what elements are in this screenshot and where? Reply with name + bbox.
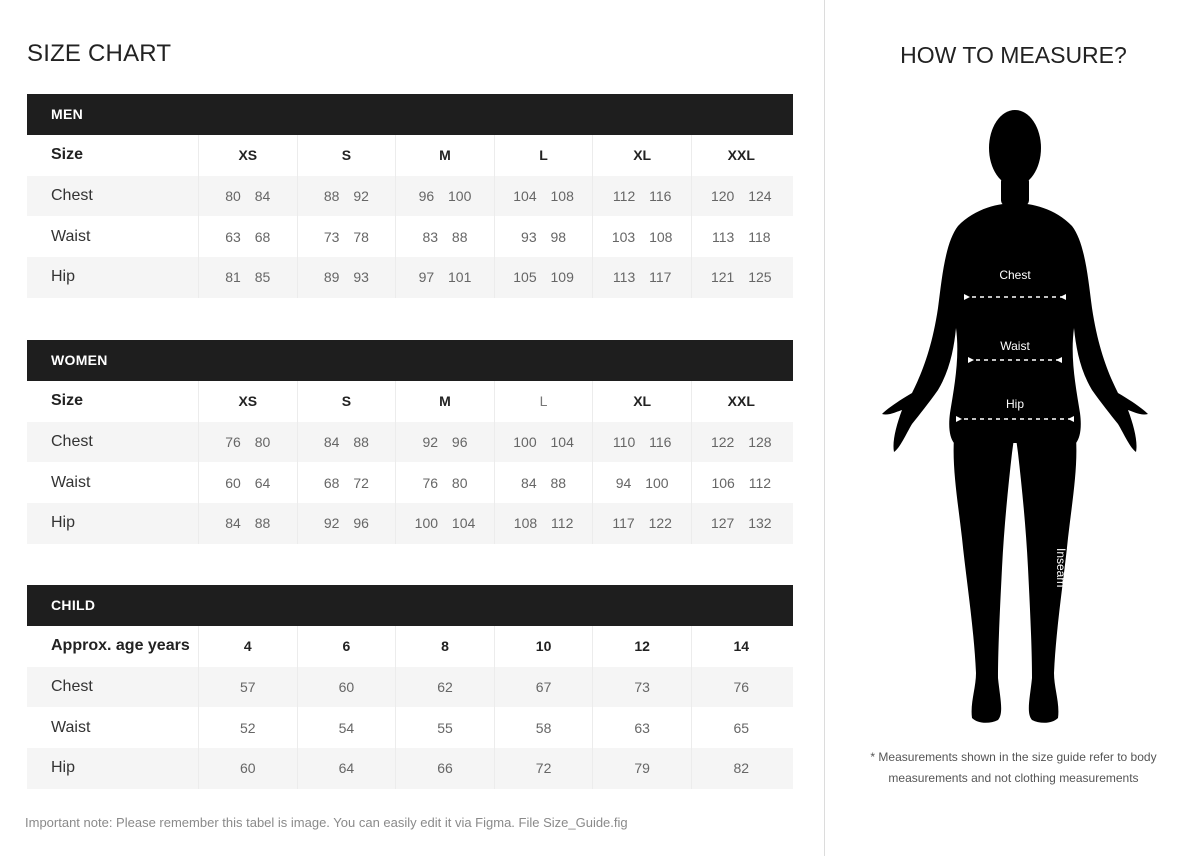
table-row: [27, 748, 793, 789]
inseam-label: Inseam: [1054, 548, 1068, 588]
table-cell: 103 108: [593, 216, 692, 257]
table-cell: 110 116: [593, 422, 692, 463]
women-table-header: WOMEN: [27, 340, 793, 381]
body-silhouette-icon: [880, 108, 1150, 728]
table-cell: 76 80: [199, 422, 298, 463]
table-header-row: [27, 626, 793, 667]
size-column-header: L: [495, 135, 594, 176]
page-title: SIZE CHART: [27, 40, 172, 67]
size-column-header: XS: [199, 381, 298, 422]
row-label: Hip: [27, 748, 199, 789]
waist-label: Waist: [1000, 339, 1030, 353]
measurement-footnote: [825, 747, 1202, 789]
how-to-measure-panel: [825, 0, 1202, 856]
size-column-header: XL: [593, 381, 692, 422]
age-column-header: 12: [593, 626, 692, 667]
table-cell: 100 104: [495, 422, 594, 463]
age-column-header: 10: [495, 626, 594, 667]
row-label: Chest: [27, 176, 199, 217]
table-cell: 52: [199, 707, 298, 748]
table-row: [27, 462, 793, 503]
table-cell: 96 100: [396, 176, 495, 217]
table-cell: 121 125: [710, 269, 772, 286]
table-cell: 105 109: [495, 257, 594, 298]
footnote-line: * Measurements shown in the size guide refer to body: [870, 750, 1157, 764]
table-cell: 76 80: [396, 462, 495, 503]
table-cell: 73: [593, 667, 692, 708]
table-cell: 73 78: [298, 216, 397, 257]
table-cell: 76: [733, 679, 750, 696]
men-table-header: MEN: [27, 94, 793, 135]
table-cell: 106 112: [711, 474, 772, 491]
body-silhouette: [880, 108, 1150, 728]
table-cell: 67: [495, 667, 594, 708]
row-label: Chest: [27, 667, 199, 708]
table-cell: 93 98: [495, 216, 594, 257]
table-cell: 84 88: [495, 462, 594, 503]
table-cell: 92 96: [396, 422, 495, 463]
table-cell: 117 122: [593, 503, 692, 544]
table-header-row: [27, 381, 793, 422]
table-row: [27, 503, 793, 544]
table-cell: 112 116: [593, 176, 692, 217]
age-column-header: 14: [733, 638, 750, 655]
table-cell: 65: [733, 719, 750, 736]
how-to-measure-title: HOW TO MEASURE?: [900, 42, 1127, 68]
table-cell: 82: [733, 760, 750, 777]
table-cell: 60 64: [199, 462, 298, 503]
row-label: Waist: [27, 707, 199, 748]
table-cell: 60: [298, 667, 397, 708]
row-label: Waist: [27, 462, 199, 503]
footnote-line: measurements and not clothing measurements: [888, 771, 1139, 785]
size-column-header: XL: [593, 135, 692, 176]
row-label: Hip: [27, 257, 199, 298]
row-label: Chest: [27, 422, 199, 463]
table-cell: 66: [396, 748, 495, 789]
table-cell: 80 84: [199, 176, 298, 217]
child-table: [27, 585, 793, 789]
size-column-header: S: [298, 135, 397, 176]
table-row: [27, 257, 793, 298]
table-row: [27, 667, 793, 708]
header-label: Size: [27, 135, 199, 176]
table-cell: 104 108: [495, 176, 594, 217]
table-cell: 120 124: [710, 188, 772, 205]
size-column-header: XS: [199, 135, 298, 176]
header-label: Size: [27, 381, 199, 422]
men-table: [27, 94, 793, 298]
table-cell: 60: [199, 748, 298, 789]
table-row: [27, 707, 793, 748]
header-label: Approx. age years: [27, 626, 199, 667]
size-column-header: XXL: [727, 147, 755, 164]
row-label: Hip: [27, 503, 199, 544]
table-row: [27, 176, 793, 217]
table-cell: 64: [298, 748, 397, 789]
age-column-header: 6: [298, 626, 397, 667]
table-cell: 88 92: [298, 176, 397, 217]
table-cell: 55: [396, 707, 495, 748]
table-header-row: [27, 135, 793, 176]
table-cell: 127 132: [710, 515, 772, 532]
table-cell: 63 68: [199, 216, 298, 257]
age-column-header: 8: [396, 626, 495, 667]
table-row: [27, 216, 793, 257]
table-cell: 84 88: [199, 503, 298, 544]
size-column-header: XXL: [727, 393, 755, 410]
size-column-header: M: [396, 381, 495, 422]
table-cell: 122 128: [710, 434, 772, 451]
table-row: [27, 422, 793, 463]
chest-label: Chest: [999, 268, 1031, 282]
table-cell: 113 117: [593, 257, 692, 298]
table-cell: 84 88: [298, 422, 397, 463]
table-cell: 108 112: [495, 503, 594, 544]
table-cell: 97 101: [396, 257, 495, 298]
table-cell: 72: [495, 748, 594, 789]
table-cell: 68 72: [298, 462, 397, 503]
table-cell: 89 93: [298, 257, 397, 298]
women-table: [27, 340, 793, 544]
table-cell: 81 85: [199, 257, 298, 298]
child-table-header: CHILD: [27, 585, 793, 626]
hip-label: Hip: [1005, 397, 1024, 411]
table-cell: 58: [495, 707, 594, 748]
table-cell: 94 100: [593, 462, 692, 503]
table-cell: 57: [199, 667, 298, 708]
age-column-header: 4: [199, 626, 298, 667]
size-column-header: L: [495, 381, 594, 422]
table-cell: 83 88: [396, 216, 495, 257]
size-column-header: S: [298, 381, 397, 422]
table-cell: 54: [298, 707, 397, 748]
table-cell: 79: [593, 748, 692, 789]
table-cell: 63: [593, 707, 692, 748]
size-column-header: M: [396, 135, 495, 176]
table-cell: 92 96: [298, 503, 397, 544]
important-note: Important note: Please remember this tabel is image. You can easily edit it via Figma. File Size_Guide.fig: [25, 815, 628, 830]
table-cell: 100 104: [396, 503, 495, 544]
row-label: Waist: [27, 216, 199, 257]
table-cell: 62: [396, 667, 495, 708]
table-cell: 113 118: [712, 228, 771, 245]
